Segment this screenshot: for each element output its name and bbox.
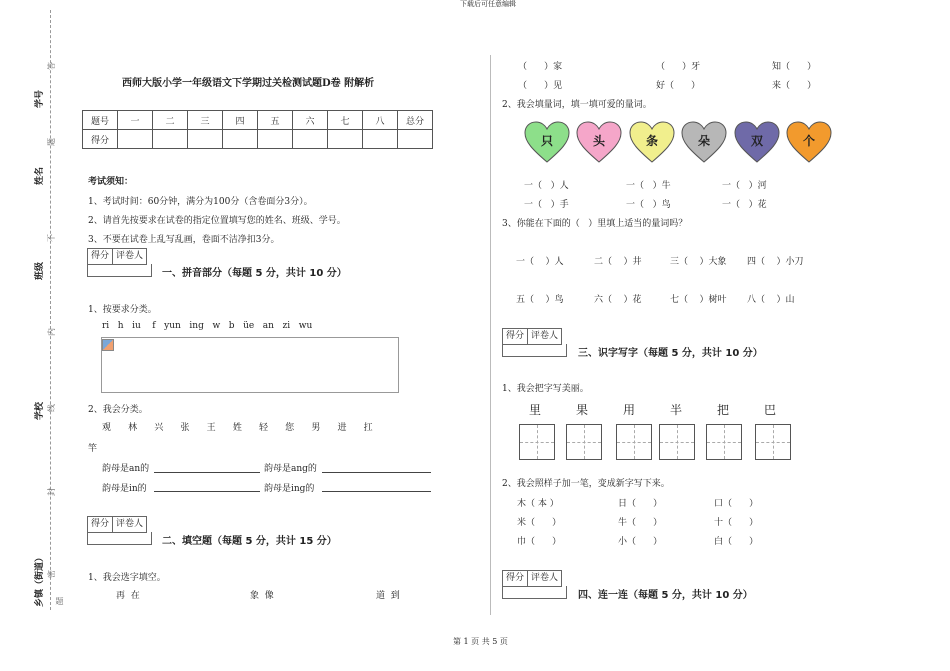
fill-item: 六（ ）花 [594,295,642,305]
fill-item: 一（ ）河 [722,181,767,191]
fill-line[interactable] [154,491,260,492]
seal-char: 题 [47,138,56,146]
measure-word-heart [575,120,623,164]
notice-item: 2、请首先按要求在试卷的指定位置填写您的姓名、班级、学号。 [88,216,346,226]
fill-item: 一（ ）牛 [626,181,671,191]
fill-item: 三（ ）大象 [670,257,727,267]
fill-line[interactable] [322,472,431,473]
grader-blank[interactable] [502,586,567,599]
score-cell[interactable] [188,130,223,149]
score-cell[interactable] [223,130,258,149]
fill-item: 米（ ） [517,518,562,528]
grader-box [502,328,562,345]
fill-item: 五（ ）鸟 [516,295,564,305]
score-cell[interactable] [258,130,293,149]
fill-item: 好（ ） [656,81,701,91]
sidebar-label-school: 学校 [35,401,45,420]
sidebar-label-name: 姓名 [35,166,45,185]
fill-item: 小（ ） [618,537,663,547]
grader-reviewer-label: 评卷人 [116,519,144,529]
score-header: 一 [118,111,153,130]
measure-word-heart [523,120,571,164]
writing-grid[interactable] [616,424,652,460]
fill-item: 知（ ） [772,62,817,72]
grader-blank[interactable] [502,344,567,357]
fill-item: 白（ ） [714,537,759,547]
fill-item: 一（ ）花 [722,200,767,210]
model-char: 果 [576,403,589,417]
question: 3、你能在下面的（ ）里填上适当的量词吗？ [502,219,688,229]
writing-grid[interactable] [659,424,695,460]
page-footer: 第 1 页 共 5 页 [453,637,508,646]
notice-heading: 考试须知： [88,177,134,187]
fill-item: 二（ ）井 [594,257,642,267]
fill-label: 韵母是an的 [102,464,150,474]
fill-item: （ ）家 [518,62,563,72]
measure-word-heart [628,120,676,164]
fill-item: 四（ ）小刀 [747,257,804,267]
seal-char: 内 [47,328,56,336]
score-cell[interactable] [118,130,153,149]
image-placeholder-icon [102,339,114,351]
grader-score-label: 得分 [503,571,528,586]
fill-line[interactable] [322,491,431,492]
question: 1、按要求分类。 [88,305,157,315]
measure-word-heart [733,120,781,164]
model-char: 把 [717,403,730,417]
char-list: 观 林 兴 张 王 姓 轻 您 男 进 扛 [102,423,373,433]
model-char: 半 [670,403,683,417]
grader-reviewer-label: 评卷人 [116,251,144,261]
fill-line[interactable] [154,472,260,473]
score-table [82,110,433,149]
measure-word-heart [785,120,833,164]
question: 2、我会填量词，填一填可爱的量词。 [502,100,652,110]
heart-char: 个 [802,134,815,148]
fill-label: 韵母是ang的 [264,464,317,474]
score-header: 二 [153,111,188,130]
word-choice: 道 到 [376,591,400,601]
score-header: 八 [363,111,398,130]
heart-char: 双 [750,134,763,148]
score-header: 五 [258,111,293,130]
fill-item: 七（ ）树叶 [670,295,727,305]
score-header: 四 [223,111,258,130]
fill-label: 韵母是in的 [102,484,147,494]
grader-blank[interactable] [87,532,152,545]
fill-label: 韵母是ing的 [264,484,315,494]
grader-score-label: 得分 [88,249,113,264]
fill-item: 来（ ） [772,81,817,91]
fill-item: 一（ ）鸟 [626,200,671,210]
page-title: 西师大版小学一年级语文下学期过关检测试题D卷 附解析 [122,78,375,89]
fill-item: 牛（ ） [618,518,663,528]
grader-box [87,248,147,265]
header-note: 下载后可任意编辑 [460,0,516,8]
grader-reviewer-label: 评卷人 [531,331,559,341]
score-header: 六 [293,111,328,130]
score-cell[interactable] [398,130,433,149]
fill-item: 日（ ） [618,499,663,509]
question: 2、我会分类。 [88,405,148,415]
fill-item: 木（ 本 ） [517,499,559,509]
fill-item: 一（ ）人 [524,181,569,191]
score-header: 题号 [83,111,118,130]
heart-char: 朵 [697,134,710,148]
sidebar-label-student-id: 学号 [35,89,45,108]
sidebar-label-town: 乡镇（街道） [35,552,45,607]
score-row-label: 得分 [83,130,118,149]
notice-item: 3、不要在试卷上乱写乱画，卷面不洁净扣3分。 [88,235,280,245]
section-title: 二、填空题（每题 5 分，共计 15 分） [162,536,337,547]
seal-char: 题 [55,597,64,605]
question: 1、我会把字写美丽。 [502,384,589,394]
grader-score-label: 得分 [88,517,113,532]
seal-char: 答 [47,62,56,70]
writing-grid[interactable] [519,424,555,460]
score-cell[interactable] [153,130,188,149]
pinyin-list: ri h iu f yun ing w b üe an zi wu [102,321,313,331]
question: 1、我会选字填空。 [88,573,166,583]
fill-item: 一（ ）手 [524,200,569,210]
answer-box[interactable] [101,337,399,393]
grader-score-label: 得分 [503,329,528,344]
writing-grid[interactable] [706,424,742,460]
section-title: 一、拼音部分（每题 5 分，共计 10 分） [162,268,347,279]
heart-char: 头 [592,134,605,148]
seal-char: 密 [47,570,56,578]
notice-item: 1、考试时间：60分钟，满分为100分（含卷面分3分）。 [88,197,313,207]
model-char: 里 [529,403,542,417]
fill-item: （ ）见 [518,81,563,91]
seal-char: 不 [47,234,56,242]
score-cell[interactable] [328,130,363,149]
binding-line [50,10,51,610]
section-title: 三、识字写字（每题 5 分，共计 10 分） [578,348,763,359]
char-wrap: 竿 [88,444,98,454]
heart-char: 条 [645,134,658,148]
fill-item: （ ）牙 [656,62,701,72]
fill-item: 八（ ）山 [747,295,795,305]
sidebar-label-class: 班级 [35,261,45,280]
heart-char: 只 [540,134,553,148]
grader-box [87,516,147,533]
grader-blank[interactable] [87,264,152,277]
word-choice: 象 像 [250,591,274,601]
grader-box [502,570,562,587]
model-char: 用 [623,403,636,417]
writing-grid[interactable] [755,424,791,460]
section-title: 四、连一连（每题 5 分，共计 10 分） [578,590,753,601]
fill-item: 十（ ） [714,518,759,528]
score-header: 三 [188,111,223,130]
score-header: 总分 [398,111,433,130]
score-cell[interactable] [293,130,328,149]
seal-char: 线 [47,404,56,412]
fill-item: 口（ ） [714,499,759,509]
measure-word-heart [680,120,728,164]
writing-grid[interactable] [566,424,602,460]
question: 2、我会照样子加一笔，变成新字写下来。 [502,479,670,489]
model-char: 巴 [764,403,777,417]
score-header: 七 [328,111,363,130]
word-choice: 再 在 [116,591,140,601]
grader-reviewer-label: 评卷人 [531,573,559,583]
score-cell[interactable] [363,130,398,149]
column-divider [490,55,491,615]
fill-item: 一（ ）人 [516,257,564,267]
seal-char: 封 [47,488,56,496]
fill-item: 巾（ ） [517,537,562,547]
